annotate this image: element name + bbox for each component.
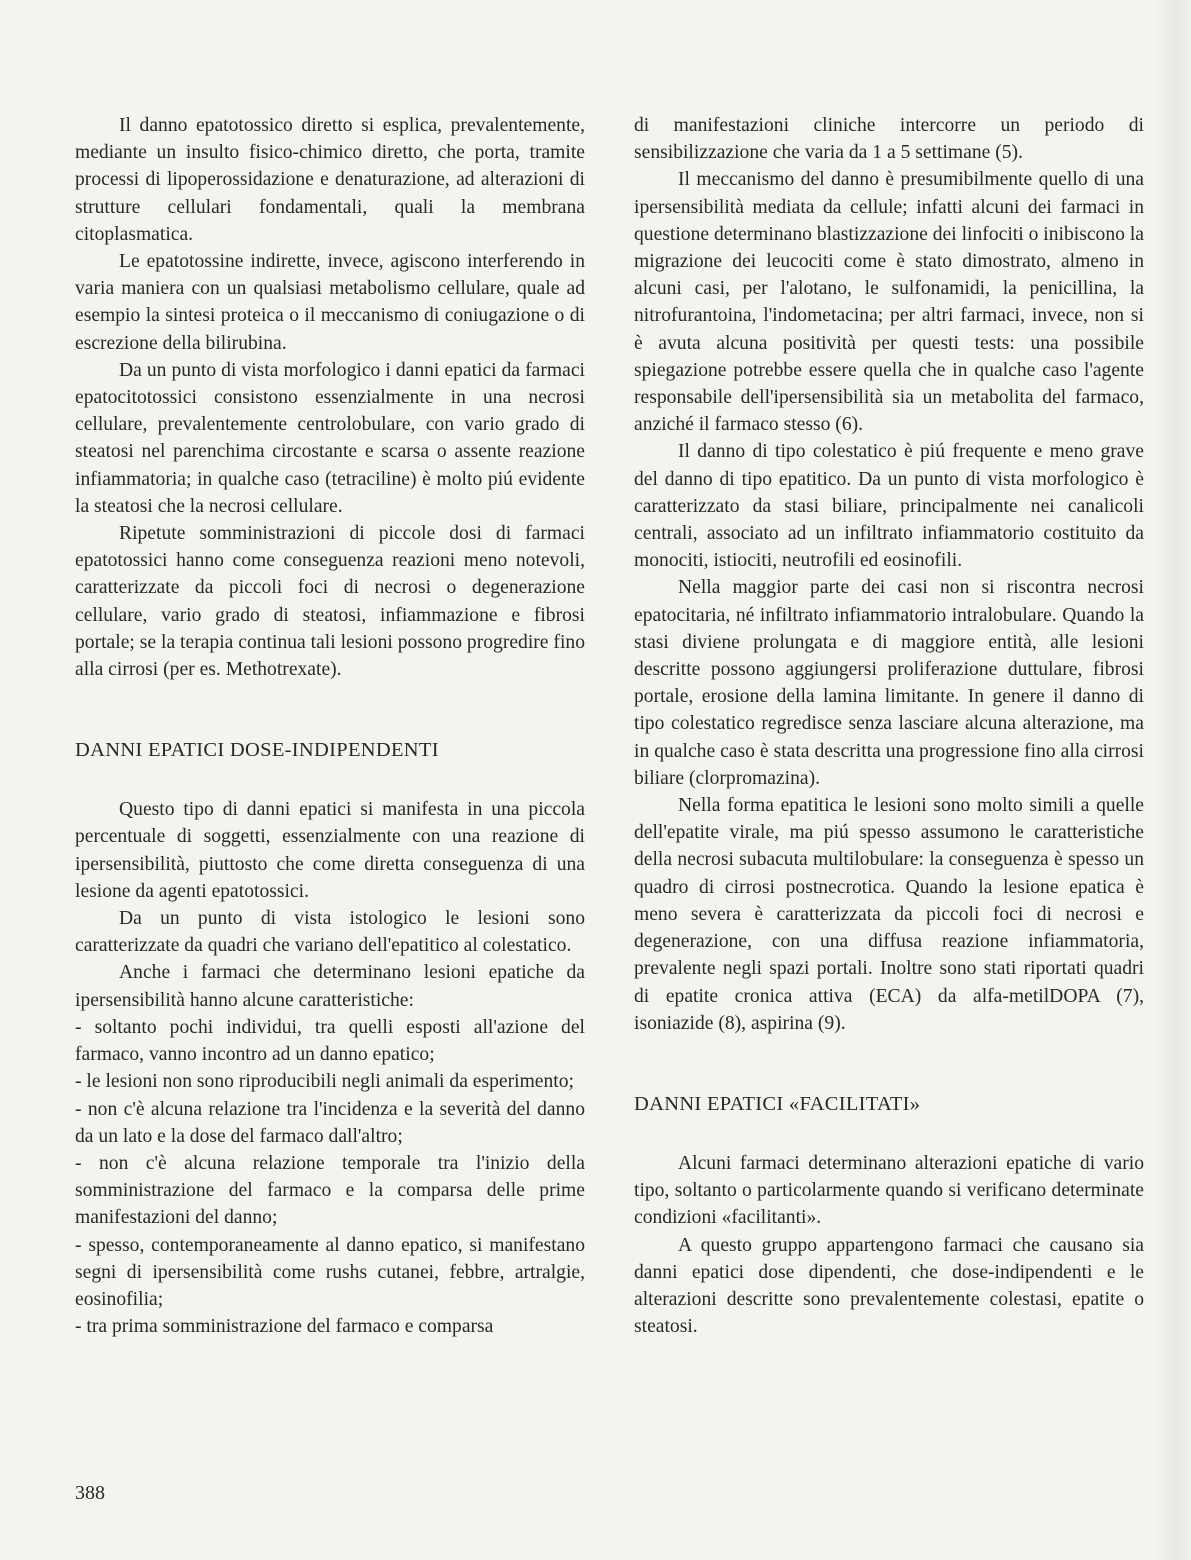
list-item: - spesso, contemporaneamente al danno epatico, si manifestano segni di ipersensibilità come rushs cutanei, febbre, artralgie, eosinofilia; bbox=[75, 1234, 585, 1310]
paragraph: Il danno di tipo colestatico è piú frequente e meno grave del danno di tipo epatitico. Da un punto di vista morfologico è caratterizzato da stasi biliare, principalmente nei canalicoli centrali, associato ad un infiltrato infiammatorio costituito da monociti, istiociti, neutrofili ed eosinofili. bbox=[634, 441, 1144, 572]
page-edge-shadow bbox=[1155, 0, 1191, 1560]
paragraph: Anche i farmaci che determinano lesioni epatiche da ipersensibilità hanno alcune caratteristiche: bbox=[75, 962, 585, 1011]
paragraph: Le epatotossine indirette, invece, agiscono interferendo in varia maniera con un qualsiasi metabolismo cellulare, quale ad esempio la sintesi proteica o il meccanismo di coniugazione o di escrezione della bilirubina. bbox=[75, 251, 585, 354]
list-item: - non c'è alcuna relazione temporale tra l'inizio della somministrazione del farmaco e la comparsa delle prime manifestazioni del danno; bbox=[75, 1152, 585, 1229]
paragraph: di manifestazioni cliniche intercorre un periodo di sensibilizzazione che varia da 1 a 5 settimane (5). bbox=[634, 115, 1144, 164]
list-item: - non c'è alcuna relazione tra l'incidenza e la severità del danno da un lato e la dose del farmaco dall'altro; bbox=[75, 1098, 585, 1147]
paragraph: Questo tipo di danni epatici si manifesta in una piccola percentuale di soggetti, essenzialmente con una reazione di ipersensibilità, piuttosto che come diretta conseguenza di una lesione da agenti epatotossici. bbox=[75, 799, 585, 902]
right-column bbox=[634, 112, 1144, 1340]
paragraph: Da un punto di vista istologico le lesioni sono caratterizzate da quadri che variano dell'epatitico al colestatico. bbox=[75, 908, 585, 957]
section-heading: DANNI EPATICI DOSE-INDIPENDENTI bbox=[75, 739, 439, 762]
paragraph: Il danno epatotossico diretto si esplica, prevalentemente, mediante un insulto fisico-chimico diretto, che porta, tramite processi di lipoperossidazione e denaturazione, ad alterazioni di strutture cellulari fondamentali, quali la membrana citoplasmatica. bbox=[75, 115, 585, 245]
paragraph: A questo gruppo appartengono farmaci che causano sia danni epatici dose dipendenti, che dose-indipendenti e le alterazioni descritte sono prevalentemente colestasi, epatite o steatosi. bbox=[634, 1234, 1144, 1338]
paragraph: Il meccanismo del danno è presumibilmente quello di una ipersensibilità mediata da cellule; infatti alcuni dei farmaci in questione determinano blastizzazione dei linfociti o inibiscono la migrazione dei leucociti come è stato dimostrato, almeno in alcuni casi, per l'alotano, le sulfonamidi, la penicillina, la nitrofurantoina, l'indometacina; per altri farmaci, invece, non si è avuta alcuna positività per questi tests: una possibile spiegazione potrebbe essere quella che in qualche caso l'agente responsabile dell'ipersensibilità sia un metabolita del farmaco, anziché il farmaco stesso (6). bbox=[634, 169, 1144, 436]
paragraph: Alcuni farmaci determinano alterazioni epatiche di vario tipo, soltanto o particolarmente quando si verificano determinate condizioni «facilitanti». bbox=[634, 1152, 1144, 1229]
paragraph: Da un punto di vista morfologico i danni epatici da farmaci epatocitotossici consistono essenzialmente in una necrosi cellulare, prevalentemente centrolobulare, con vario grado di steatosi nel parenchima circostante e scarsa o assente reazione infiammatoria; in qualche caso (tetraciline) è molto piú evidente la steatosi che la necrosi cellulare. bbox=[75, 359, 585, 517]
list-item: - soltanto pochi individui, tra quelli esposti all'azione del farmaco, vanno incontro ad un danno epatico; bbox=[75, 1016, 585, 1066]
list-item: - le lesioni non sono riproducibili negli animali da esperimento; bbox=[75, 1071, 574, 1093]
list-item: - tra prima somministrazione del farmaco e comparsa bbox=[75, 1316, 494, 1338]
paragraph: Ripetute somministrazioni di piccole dosi di farmaci epatotossici hanno come conseguenza reazioni meno notevoli, caratterizzate da piccoli foci di necrosi o degenerazione cellulare, vario grado di steatosi, infiammazione e fibrosi portale; se la terapia continua tali lesioni possono progredire fino alla cirrosi (per es. Methotrexate). bbox=[75, 523, 585, 681]
page-number: 388 bbox=[75, 1482, 105, 1504]
section-heading: DANNI EPATICI «FACILITATI» bbox=[634, 1092, 921, 1115]
paragraph: Nella forma epatitica le lesioni sono molto simili a quelle dell'epatite virale, ma piú spesso assumono le caratteristiche della necrosi subacuta multilobulare: la conseguenza è spesso un quadro di cirrosi postnecrotica. Quando la lesione epatica è meno severa è caratterizzata da piccoli foci di necrosi e degenerazione, con una diffusa reazione infiammatoria, prevalente negli spazi portali. Inoltre sono stati riportati quadri di epatite cronica attiva (ECA) da alfa-metilDOPA (7), isoniazide (8), aspirina (9). bbox=[634, 795, 1144, 1034]
left-column bbox=[75, 112, 585, 1340]
paragraph: Nella maggior parte dei casi non si riscontra necrosi epatocitaria, né infiltrato infiammatorio intralobulare. Quando la stasi diviene prolungata e di maggiore entità, alle lesioni descritte possono aggiungersi proliferazione duttulare, fibrosi portale, erosione della lamina limitante. In genere il danno di tipo colestatico regredisce senza lasciare alcuna alterazione, ma in qualche caso è stata descritta una progressione fino alla cirrosi biliare (clorpromazina). bbox=[634, 577, 1144, 789]
